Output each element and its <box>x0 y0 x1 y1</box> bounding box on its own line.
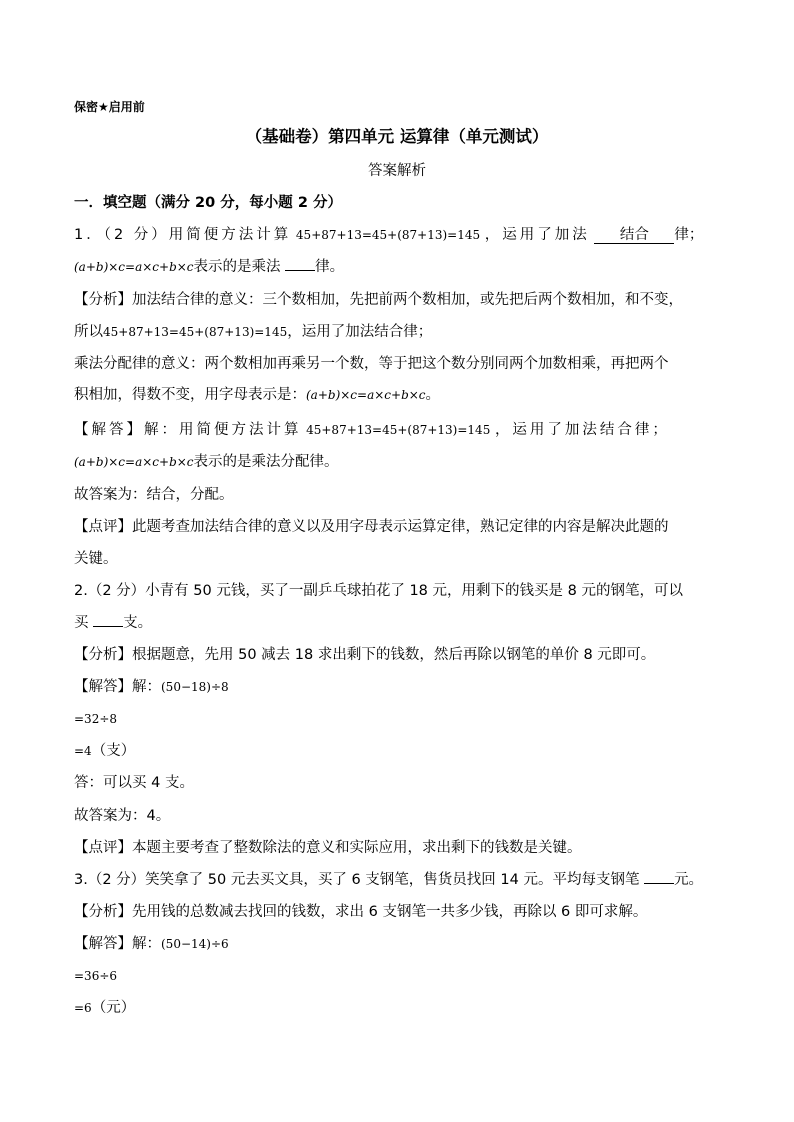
q2-analysis: 【分析】根据题意，先用 50 减去 18 求出剩下的钱数，然后再除以钢笔的单价 8 元即可。 <box>74 647 656 663</box>
q1-stem-line2: (a+b)×c=a×c+b×c表示的是乘法 律。 <box>74 259 345 275</box>
q3-step3: =6（元） <box>74 1000 136 1016</box>
q3-stem: 3.（2 分）笑笑拿了 50 元去买文具，买了 6 支钢笔，售货员找回 14 元。平均每支钢笔 元。 <box>74 872 704 888</box>
q1-solution-line2: (a+b)×c=a×c+b×c表示的是乘法分配律。 <box>74 454 339 470</box>
q1-analysis-line1: 【分析】加法结合律的意义：三个数相加，先把前两个数相加，或先把后两个数相加，和不变， <box>74 292 683 308</box>
q1-answer-line: 故答案为：结合，分配。 <box>74 487 234 503</box>
q2-step2: =32÷8 <box>74 712 118 726</box>
q2-answer-blank <box>93 626 123 627</box>
q2-stem-line2: 买 支。 <box>74 615 153 631</box>
page-subtitle: 答案解析 <box>368 163 426 179</box>
confidential-mark: 保密★启用前 <box>74 100 145 114</box>
q2-answer-line: 故答案为：4。 <box>74 808 171 824</box>
q3-solution-label: 【解答】解：(50−14)÷6 <box>74 936 229 952</box>
q1-analysis-line2: 所以45+87+13=45+(87+13)=145，运用了加法结合律； <box>74 324 433 340</box>
q1-solution-line1: 【解答】解：用简便方法计算 45+87+13=45+(87+13)=145 ，运用了加法结合律； <box>74 422 670 438</box>
q1-answer-blank-1: 结合 <box>594 228 674 244</box>
q1-comment-line1: 【点评】此题考查加法结合律的意义以及用字母表示运算定律，熟记定律的内容是解决此题的 <box>74 519 669 535</box>
q1-comment-line2: 关键。 <box>74 551 118 567</box>
q2-solution-label: 【解答】解：(50−18)÷8 <box>74 679 229 695</box>
q1-analysis-line4: 积相加，得数不变，用字母表示是：(a+b)×c=a×c+b×c。 <box>74 387 441 403</box>
q2-reply: 答：可以买 4 支。 <box>74 775 194 791</box>
q1-analysis-line3: 乘法分配律的意义：两个数相加再乘另一个数，等于把这个数分别同两个加数相乘，再把两个 <box>74 356 669 372</box>
page-title: （基础卷）第四单元 运算律（单元测试） <box>245 127 549 146</box>
q2-stem-line1: 2.（2 分）小青有 50 元钱，买了一副乒乓球拍花了 18 元，用剩下的钱买是 8 元的钢笔，可以 <box>74 583 683 599</box>
section-heading: 一．填空题（满分 20 分，每小题 2 分） <box>74 195 342 211</box>
q3-analysis: 【分析】先用钱的总数减去找回的钱数，求出 6 支钢笔一共多少钱，再除以 6 即可求解。 <box>74 904 648 920</box>
q1-answer-blank-2 <box>285 270 315 271</box>
q2-comment: 【点评】本题主要考查了整数除法的意义和实际应用，求出剩下的钱数是关键。 <box>74 840 582 856</box>
q3-answer-blank <box>644 883 674 884</box>
q3-step2: =36÷6 <box>74 969 118 983</box>
q2-step3: =4（支） <box>74 743 136 759</box>
q1-stem-line1: 1．（2 分）用简便方法计算 45+87+13=45+(87+13)=145 ，运用了加法 结合 律； <box>74 227 704 243</box>
